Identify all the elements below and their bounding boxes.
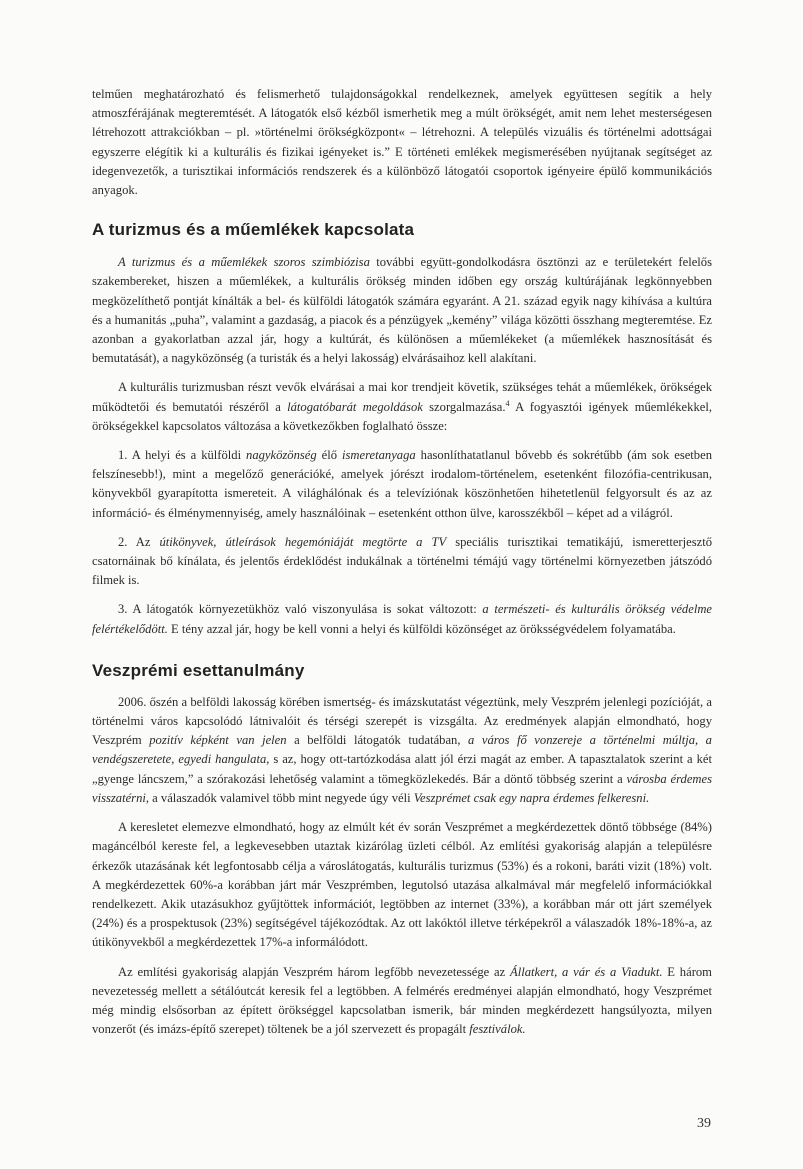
paragraph-text: 3. A látogatók környezetükhöz való viszonyulása is sokat változott:	[118, 602, 483, 617]
italic-phrase: városba érdemes visszatérni	[92, 771, 712, 805]
italic-phrase: a város fő vonzereje a történelmi múltja, a vendégszeretete, egyedi hangulata,	[92, 733, 712, 767]
paragraph-text: 2. Az	[118, 534, 160, 549]
italic-phrase: Állatkert, a vár és a Viadukt.	[510, 964, 663, 979]
section-heading-turizmus: A turizmus és a műemlékek kapcsolata	[92, 220, 415, 240]
italic-phrase: a természeti- és kulturális örökség védelme felértékelődött.	[92, 602, 713, 636]
section2-paragraph-2: A keresletet elemezve elmondható, hogy az elmúlt két év során Veszprémet a megkérdezettek döntő többsége (84%) magáncélból kereste fel, a legkevesebben utaztak kizárólag üzleti célból. Az említési gyakoriság alapján a településre érkezők utazásának két legfontosabb célja a városlátogatás, kulturális turizmus (53%) és a rokoni, baráti vizit (18%) volt. A megkérdezettek 60%-a korábban járt már Veszprémben, legutolsó utazása alkalmával már megfelelő információkkal rendelkezett. Akik utazásukhoz gyűjtöttek információt, legtöbben az internet (33%), a korábban már ott járt személyek (24%) és a prospektusok (23%) segítségével tájékozódtak. Az ott lakóktól illetve térképekről a válaszadók 18%-18%-a, az útikönyvekből a megkérdezettek 17%-a informálódott.	[92, 820, 712, 950]
paragraph-text: E tény azzal jár, hogy be kell vonni a helyi és külföldi közönséget az öröksségvédelem folyamatába.	[167, 621, 676, 636]
italic-phrase: látogatóbarát megoldások	[287, 399, 423, 414]
page-number: 39	[697, 1116, 711, 1131]
intro-paragraph: telműen meghatározható és felismerhető tulajdonságokkal rendelkeznek, amelyek együttesen segítik a hely atmoszférájának megteremtését. A látogatók első kézből ismerhetik meg a múlt örökségét, amit nem lehet mesterségesen létrehozott attrakciókban – pl. »történelmi örökségközpont« – létrehozni. A település vizuális és történelmi adottságai egyszerre elégítik ki a kulturális és fizikai igényeket is.” E történeti emlékek megismerésében nyújtanak segítséget az idegenvezetők, a turisztikai információs rendszerek és a különböző látogatói csoportok igényeire épülő kommunikációs anyagok.	[92, 87, 712, 198]
paragraph-text: , a válaszadók valamivel több mint negyede úgy véli	[145, 790, 414, 805]
section1-paragraph-2	[92, 378, 712, 436]
italic-phrase: útikönyvek, útleírások hegemóniáját megtörte a TV	[159, 534, 447, 549]
italic-phrase: A turizmus és a műemlékek szoros szimbiózisa	[118, 255, 370, 270]
paragraph-text: speciális turisztikai tematikájú, ismeretterjesztő csatornáinak bő kínálata, és jelentős érdeklődést indukálnak a történelmi témájú vagy történelmi környezetben játszódó filmek is.	[92, 534, 713, 588]
paragraph-text: hasonlíthatatlanul bővebb és sokrétűbb (ám sok esetben felszínesebb!), mint a megelőző generációké, amelyek jórészt irodalom-történelem, esetenként filozófia-centrikusan, könyvekből gyarapította ismereteit. A világhálónak és a televíziónak köszönhetően hihetetlenül felgyorsult és az az információ- és élménymennyiség, amely használóinak – esetenként otthon ülve, karosszékből – képet ad a világról.	[92, 448, 712, 520]
page-content	[92, 85, 712, 1039]
section1-paragraph-1	[92, 253, 712, 368]
section-heading-veszprem: Veszprémi esettanulmány	[92, 660, 305, 680]
italic-phrase: Veszprémet csak egy napra érdemes felkeresni.	[413, 790, 650, 805]
paragraph-text: szorgalmazása.	[422, 399, 506, 414]
paragraph-text: a belföldi látogatók tudatában,	[286, 733, 469, 748]
paragraph-text: élő	[316, 448, 342, 463]
italic-phrase: fesztiválok.	[469, 1022, 526, 1037]
paragraph-text: E három nevezetesség mellett a sétálóutcát keresik fel a legtöbben. A felmérés eredményei alapján elmondható, hogy Veszprémet még mindig elsősorban az épített örökséggel kapcsolatban ismerik, bár minden megkérdezett hangsúlyozta, milyen vonzerőt (és imázs-építő szerepet) töltenek be a jól szervezett és propagált	[92, 964, 712, 1037]
paragraph-text: Az említési gyakoriság alapján Veszprém három legfőbb nevezetessége az	[118, 964, 510, 979]
paragraph-text: 1. A helyi és a külföldi	[118, 448, 247, 463]
paragraph-text: A kulturális turizmusban részt vevők elvárásai a mai kor trendjeit követik, szükséges tehát a műemlékek, örökségek működtetői és bemutatói részéről a	[92, 380, 712, 414]
paragraph-text: s az, hogy ott-tartózkodása alatt jól érzi magát az ember. A tapasztalatok szerint a két „gyenge láncszem,” a szórakozási lehetőség valamint a tömegközlekedés. Bár a döntő többség szerint a	[92, 752, 712, 786]
paragraph-text: A fogyasztói igények műemlékekkel, örökségekkel kapcsolatos változása a következőkben foglalható össze:	[92, 399, 712, 433]
italic-phrase: nagyközönség	[246, 448, 317, 463]
list-item-1	[92, 446, 712, 523]
section2-paragraph-3	[92, 963, 712, 1040]
italic-phrase: pozitív képként van jelen	[149, 733, 287, 748]
italic-phrase: ismeretanyaga	[342, 448, 416, 463]
list-item-3	[92, 600, 712, 638]
paragraph-text: 2006. őszén a belföldi lakosság körében ismertség- és imázskutatást végeztünk, mely Veszprém jelenlegi pozícióját, a történelmi város kapcsolódó látnivalóit és térségi szerepét is vizsgálta. Az eredmények alapján elmondható, hogy Veszprém	[92, 694, 712, 748]
section2-paragraph-1	[92, 693, 712, 808]
paragraph-text: további együtt-gondolkodásra ösztönzi az e területekért felelős szakembereket, hiszen a műemlékek, a kulturális örökség minden időben egy ország kultúrájának legkönnyebben megközelíthető pontját kínálták a bel- és külföldi látogatók számára egyaránt. A 21. század egyik nagy kihívása a kultúra és a humanitás „puha”, valamint a gazdaság, a piacok és a pénzügyek „kemény” világa közötti összhang megteremtése. Ez azonban a gyakorlatban azzal jár, hogy a kultúrát, és különösen a műemlékeket (a műemlékek hasznosítását és bemutatását), a nagyközönség (a turisták és a helyi lakosság) elvárásaihoz kell alakítani.	[92, 255, 712, 366]
footnote-reference: 4	[505, 398, 510, 408]
list-item-2	[92, 533, 712, 591]
